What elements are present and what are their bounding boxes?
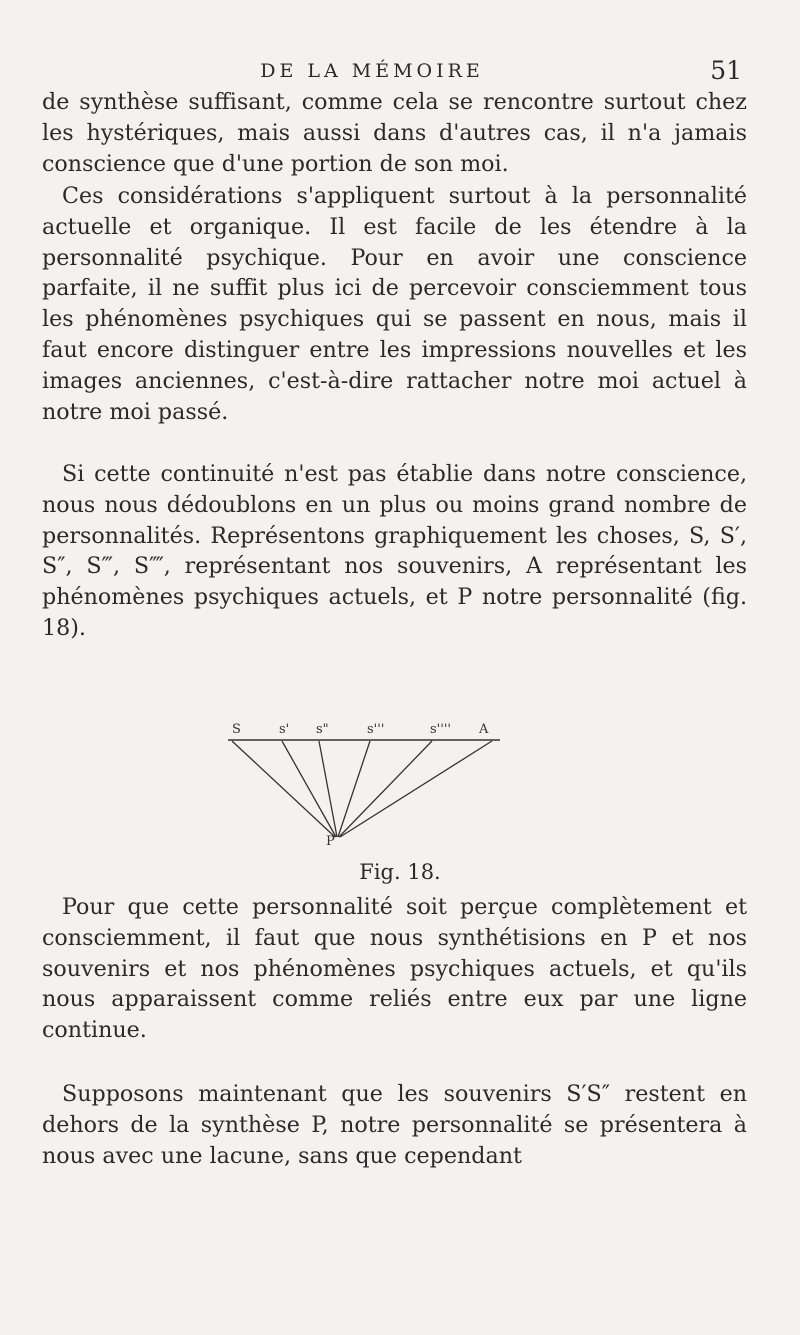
paragraph: Pour que cette personnalité soit perçue complètement et consciemment, il faut que nous synthétisions en P et nos souvenirs et nos phénomènes psychiques actuels, et qu'ils nous apparaissent comme reliés entre eux par une ligne continue.	[42, 894, 747, 1044]
figure-caption: Fig. 18.	[359, 860, 441, 884]
label-s3: s'''	[367, 722, 385, 737]
running-head	[0, 56, 800, 90]
line-s3	[338, 741, 370, 837]
paragraph: Supposons maintenant que les souvenirs S′S″ restent en dehors de la synthèse P, notre personnalité se présentera à nous avec une lacune, sans que cependant	[42, 1081, 747, 1169]
figure-18	[0, 710, 800, 884]
running-title: DE LA MÉMOIRE	[260, 60, 484, 82]
label-P: P	[326, 834, 335, 849]
paragraph: Si cette continuité n'est pas établie dans notre conscience, nous nous dédoublons en un plus ou moins grand nombre de personnalités. Représentons graphiquement les choses, S, S′, S″, S‴, S⁗, représentant nos souvenirs, A représentant les phénomènes psychiques actuels, et P notre personnalité (fig. 18).	[42, 461, 747, 641]
line-A	[340, 741, 492, 837]
line-S	[232, 741, 335, 837]
label-s4: s''''	[430, 722, 451, 737]
line-s4	[339, 741, 432, 837]
label-S: S	[232, 722, 241, 737]
label-s2: s"	[316, 722, 329, 737]
paragraph: de synthèse suffisant, comme cela se rencontre surtout chez les hystériques, mais aussi dans d'autres cas, il n'a jamais conscience que d'une portion de son moi.	[42, 89, 747, 177]
page-number: 51	[710, 56, 742, 85]
paragraph: Ces considérations s'appliquent surtout à la personnalité actuelle et organique. Il est facile de les étendre à la personnalité psychique. Pour en avoir une conscience parfaite, il ne suffit plus ici de percevoir consciemment tous les phénomènes psychiques qui se passent en nous, mais il faut encore distinguer entre les impressions nouvelles et les images anciennes, c'est-à-dire rattacher notre moi actuel à notre moi passé.	[42, 183, 747, 425]
figure-diagram	[0, 710, 800, 860]
label-A: A	[479, 722, 489, 737]
label-s1: s'	[279, 722, 290, 737]
